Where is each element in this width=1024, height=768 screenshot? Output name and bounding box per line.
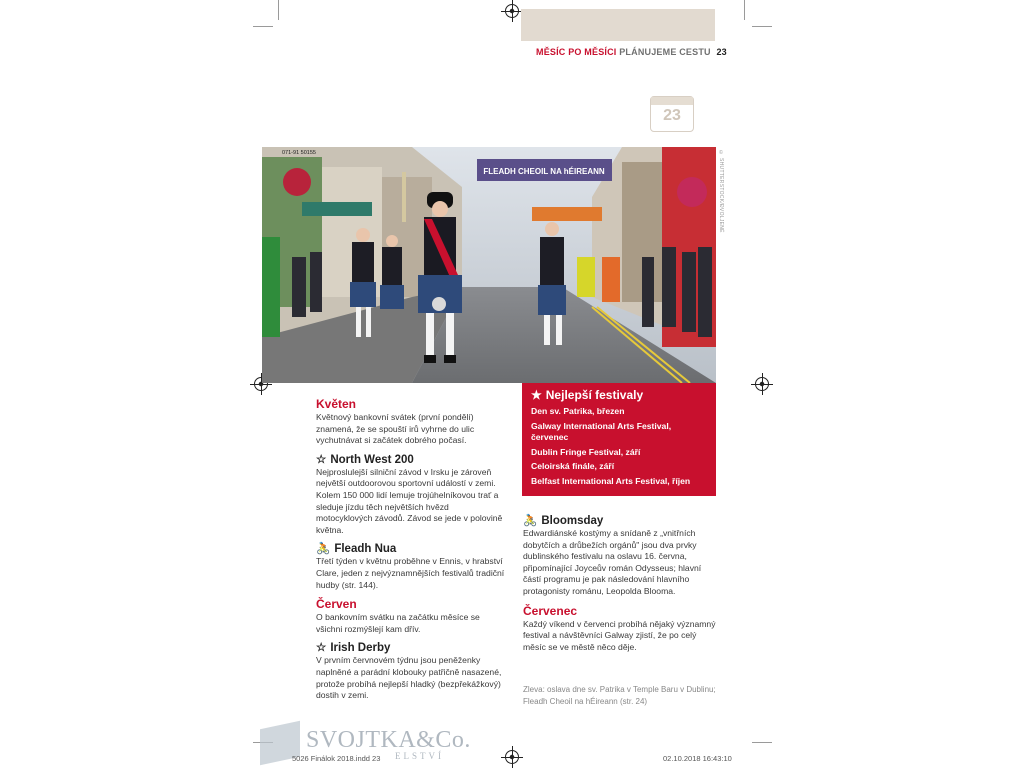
page-number: 23 — [716, 47, 727, 57]
festival-item: Galway International Arts Festival, červenec — [531, 420, 672, 443]
cerven-text: O bankovním svátku na začátku měsíce se všichni rozmýšlejí kam dřív. — [316, 612, 480, 634]
star-icon: ★ — [531, 388, 542, 402]
crop-mark — [752, 742, 772, 743]
festival-item: Celoirská finále, září — [531, 461, 615, 472]
parade-photo — [262, 147, 716, 383]
publisher-logo-text: SVOJTKA&Co. — [306, 727, 471, 753]
crop-mark — [744, 0, 745, 20]
section-tab — [521, 9, 715, 41]
cervenec-text: Každý víkend v červenci probíhá nějaký významný festival a návštěvníci Galway zjistí, že po celý měsíc se ve městě něco děje. — [523, 618, 716, 652]
festival-item: Dublin Fringe Festival, září — [531, 446, 641, 457]
kveten-text: Květnový bankovní svátek (první pondělí) znamená, že se spouští irů vyhrne do ulic vychutnávat si začátek dobrého počasí. — [316, 412, 475, 446]
festival-item: Belfast International Arts Festival, říjen — [531, 475, 691, 486]
registration-mark-icon — [505, 750, 519, 764]
star-icon: ☆ — [316, 642, 327, 655]
bloomsday-title: Bloomsday — [541, 515, 604, 527]
print-timestamp: 02.10.2018 16:43:10 — [663, 754, 732, 763]
registration-mark-icon — [505, 4, 519, 18]
publisher-logo-sub: ELSTVÍ — [395, 751, 444, 761]
left-column — [316, 397, 506, 702]
bloomsday-text: Edwardiánské kostýmy a snídaně z „vnitřních dobytčích a drůbežích orgánů" jsou dva prvky dublinského festivalu na oslavu 16. června, připomínající Joyceův román Odysseus; hlavní částí programu je pak následování hlavního protagonisty románu, Leopolda Blooma. — [523, 528, 702, 596]
derby-heading — [316, 641, 506, 655]
photo-credit: © SHUTTERSTOCK/ÐVOLJENÉ — [718, 150, 724, 233]
running-header — [536, 47, 727, 57]
festivals-title-row — [531, 388, 707, 403]
star-icon: ☆ — [316, 453, 327, 466]
photo-caption: Zleva: oslava dne sv. Patrika v Temple Baru v Dublinu; Fleadh Cheoil na hÉireann (str. 24) — [523, 685, 716, 706]
festivals-title: Nejlepší festivaly — [545, 388, 644, 402]
cervenec-heading: Červenec — [523, 603, 578, 618]
nw200-text: Nejproslulejší silniční závod v Irsku je zároveň největší outdoorovou sportovní událostí v zemi. Kolem 150 000 lidí lemuje trojúhelníkovou trať a sleduje jízdu těch největších hvězd motocyklových závodů. Závod se jede v polovině května. — [316, 466, 503, 535]
festivals-box — [522, 383, 716, 496]
bike-icon: 🚴 — [523, 515, 538, 527]
banner-text: FLEADH CHEOIL NA hÉIREANN — [483, 167, 605, 176]
crop-mark — [752, 26, 772, 27]
file-meta: 5026 Finálok 2018.indd 23 — [292, 754, 381, 763]
crop-mark — [253, 26, 273, 27]
right-column — [523, 514, 718, 653]
nw200-title: North West 200 — [330, 453, 414, 466]
calendar-icon — [650, 96, 694, 132]
crop-mark — [278, 0, 279, 20]
fleadh-text: Třetí týden v květnu proběhne v Ennis, v hrabství Clare, jeden z nejvýznamnějších festivalů tradiční hudby (str. 144). — [316, 556, 505, 590]
fleadh-heading — [316, 542, 506, 556]
bike-icon: 🚴 — [316, 543, 331, 556]
derby-title: Irish Derby — [330, 642, 391, 655]
section-subtitle: PLÁNUJEME CESTU — [619, 47, 711, 57]
fleadh-title: Fleadh Nua — [334, 543, 397, 556]
derby-text: V prvním červnovém týdnu jsou peněženky naplněné a parádní klobouky patřičně nasazené, protože probíhá nejlepší hladký (bezpřekážkový) dostih v zemi. — [316, 655, 502, 701]
cerven-heading: Červen — [316, 597, 357, 612]
phone-text: 071-91 50155 — [282, 150, 316, 156]
nw200-heading — [316, 453, 506, 467]
calendar-day: 23 — [663, 107, 681, 124]
kveten-heading: Květen — [316, 397, 357, 411]
festival-item: Den sv. Patrika, březen — [531, 406, 625, 416]
section-title: MĚSÍC PO MĚSÍCI — [536, 47, 617, 57]
registration-mark-icon — [755, 377, 769, 391]
bloomsday-heading — [523, 514, 718, 528]
